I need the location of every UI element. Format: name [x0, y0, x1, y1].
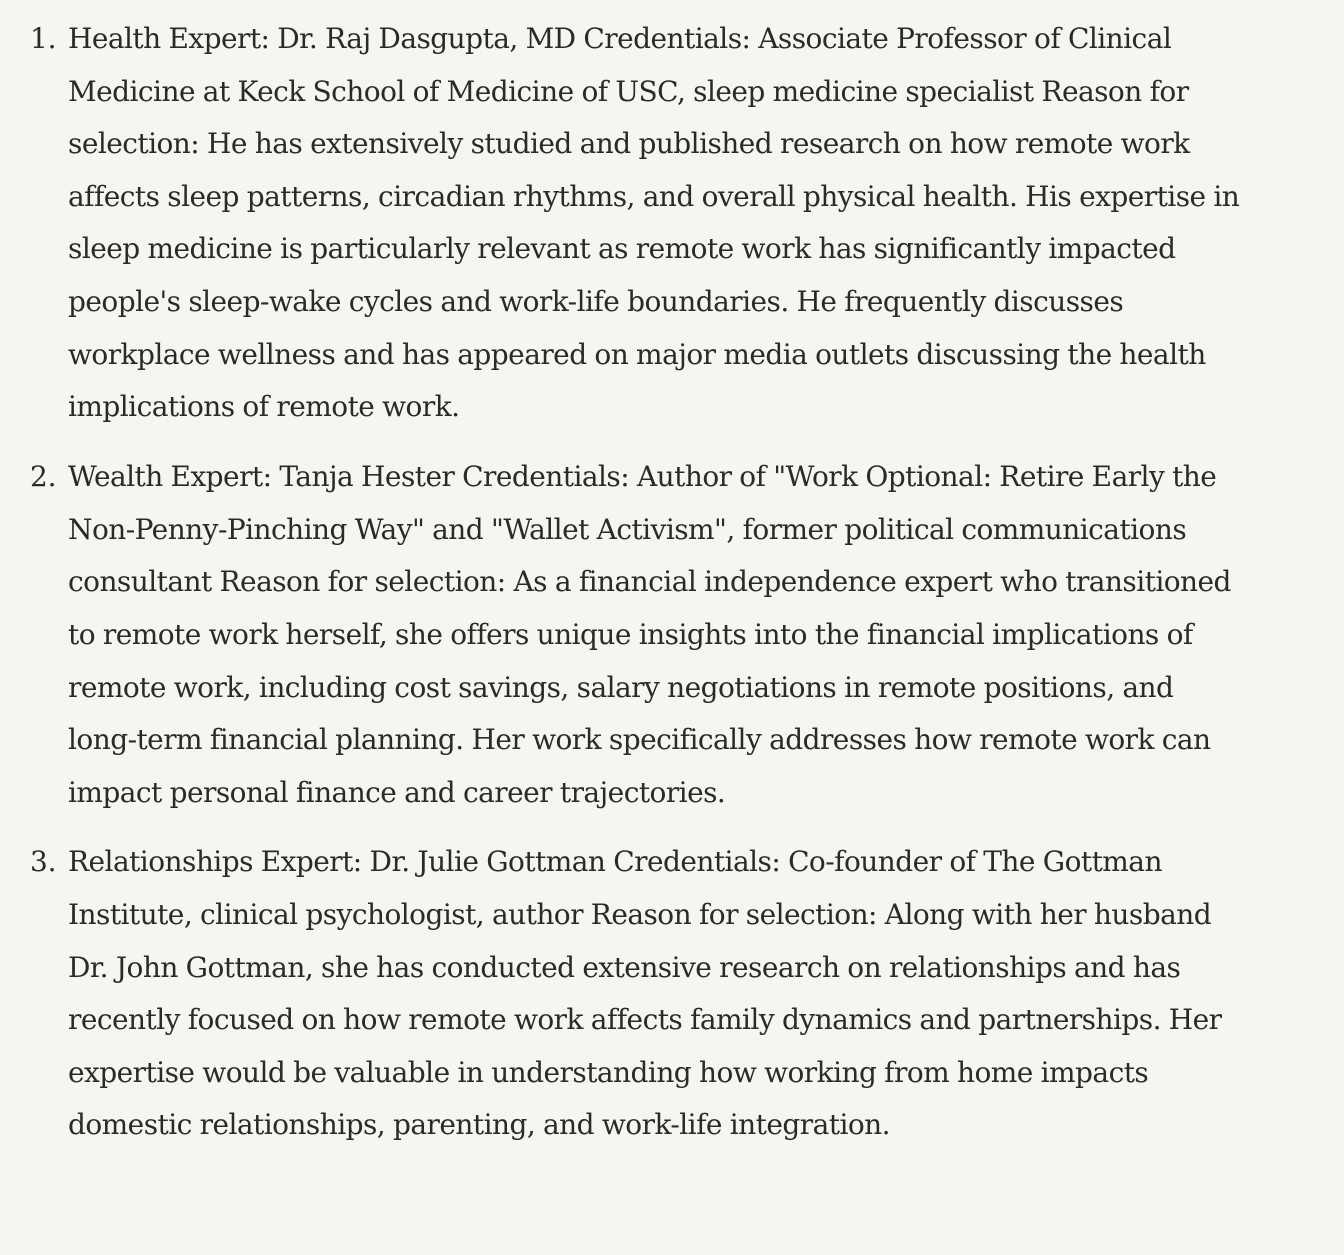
list-item-relationships-expert — [0, 835, 1344, 1255]
text-line: implications of remote work. — [68, 390, 460, 423]
text-line: recently focused on how remote work affects family dynamics and partnerships. Her — [68, 1003, 1222, 1036]
text-line: Dr. John Gottman, she has conducted extensive research on relationships and has — [68, 951, 1181, 984]
text-line: Wealth Expert: Tanja Hester Credentials: Author of "Work Optional: Retire Early the — [68, 460, 1217, 493]
list-item-wealth-expert — [0, 450, 1344, 870]
list-item-number: 2. — [30, 460, 57, 493]
list-item-number: 3. — [30, 845, 57, 878]
text-line: consultant Reason for selection: As a financial independence expert who transitioned — [68, 565, 1231, 598]
text-line: long-term financial planning. Her work specifically addresses how remote work can — [68, 723, 1211, 756]
list-item-health-expert — [0, 12, 1344, 432]
text-line: affects sleep patterns, circadian rhythms, and overall physical health. His expertise in — [68, 180, 1240, 213]
text-line: to remote work herself, she offers unique insights into the financial implications of — [68, 618, 1193, 651]
text-line: remote work, including cost savings, salary negotiations in remote positions, and — [68, 671, 1174, 704]
list-item-number: 1. — [30, 22, 57, 55]
text-line: expertise would be valuable in understanding how working from home impacts — [68, 1056, 1149, 1089]
text-line: people's sleep-wake cycles and work-life boundaries. He frequently discusses — [68, 285, 1124, 318]
text-line: Non-Penny-Pinching Way" and "Wallet Activism", former political communications — [68, 513, 1187, 546]
text-line: selection: He has extensively studied and published research on how remote work — [68, 127, 1190, 160]
text-line: Relationships Expert: Dr. Julie Gottman Credentials: Co-founder of The Gottman — [68, 845, 1162, 878]
text-line: domestic relationships, parenting, and work-life integration. — [68, 1108, 890, 1141]
text-line: Medicine at Keck School of Medicine of USC, sleep medicine specialist Reason for — [68, 75, 1189, 108]
text-line: Health Expert: Dr. Raj Dasgupta, MD Credentials: Associate Professor of Clinical — [68, 22, 1172, 55]
text-line: impact personal finance and career trajectories. — [68, 776, 726, 809]
text-line: Institute, clinical psychologist, author Reason for selection: Along with her husband — [68, 898, 1212, 931]
text-line: sleep medicine is particularly relevant as remote work has significantly impacted — [68, 232, 1176, 265]
text-line: workplace wellness and has appeared on major media outlets discussing the health — [68, 338, 1206, 371]
